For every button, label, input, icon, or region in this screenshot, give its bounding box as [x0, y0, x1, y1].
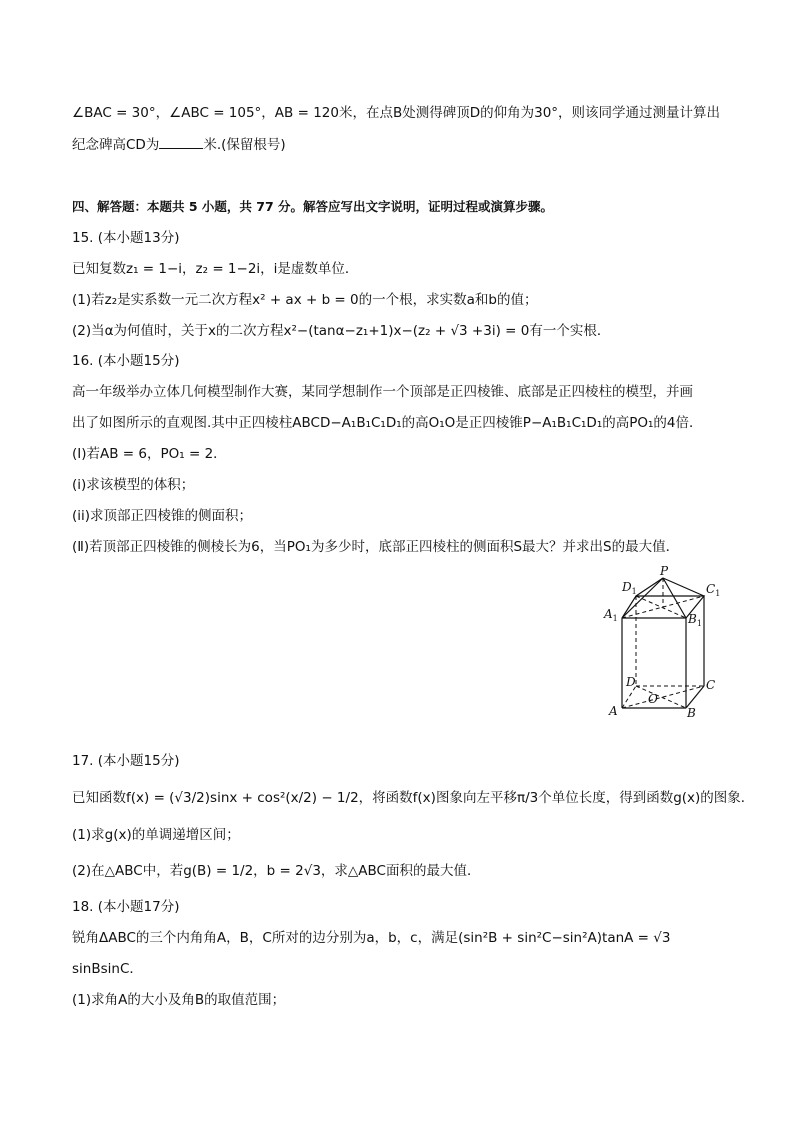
hidden-diagonal-D1B1: [636, 596, 686, 618]
text-fragment: 纪念碑高CD为: [72, 137, 160, 153]
question-17-part-1: (1)求g(x)的单调递增区间；: [72, 827, 240, 843]
question-15-part-2: (2)当α为何值时，关于x的二次方程x²−(tanα−z₁+1)x−(z₂ + √3 +3i) = 0有一个实根．: [72, 323, 611, 339]
label-D: D: [626, 675, 636, 689]
label-C: C: [706, 678, 716, 692]
question-16-stem: 高一年级举办立体几何模型制作大赛，某同学想制作一个顶部是正四棱锥、底部是正四棱柱的模型，并画: [72, 384, 693, 400]
label-P: P: [660, 564, 669, 578]
edge-PD1: [636, 578, 663, 596]
hidden-diagonal-DB: [636, 686, 686, 708]
question-17-stem: 已知函数f(x) = (√3/2)sinx + cos²(x/2) − 1/2，将函数f(x)图象向左平移π/3个单位长度，得到函数g(x)的图象．: [72, 790, 755, 806]
label-O: O: [648, 692, 658, 706]
question-16-heading: 16. (本小题15分): [72, 353, 180, 369]
question-15-heading: 15. (本小题13分): [72, 230, 180, 246]
edge-PB1: [663, 578, 686, 618]
question-18-stem: sinBsinC．: [72, 961, 143, 977]
question-15-part-1: (1)若z₂是实系数一元二次方程x² + ax + b = 0的一个根，求实数a和b的值；: [72, 292, 538, 308]
question-17-part-2: (2)在△ABC中，若g(B) = 1/2，b = 2√3，求△ABC面积的最大值．: [72, 863, 481, 879]
question-16-part-II: (Ⅱ)若顶部正四棱锥的侧棱长为6，当PO₁为多少时，底部正四棱柱的侧面积S最大？并求出S的最大值．: [72, 539, 680, 555]
edge-PC1: [663, 578, 704, 596]
section-heading: 四、解答题：本题共 5 小题，共 77 分。解答应写出文字说明，证明过程或演算步骤。: [72, 199, 554, 214]
label-A: A: [609, 704, 618, 718]
question-18-stem: 锐角ΔABC的三个内角角A，B，C所对的边分别为a，b，c，满足(sin²B + sin²C−sin²A)tanA = √3: [72, 930, 671, 946]
text-line: [72, 136, 286, 154]
question-16-part-I: (Ⅰ)若AB = 6，PO₁ = 2．: [72, 446, 227, 462]
label-B1: $B_1$: [688, 612, 702, 628]
question-18-heading: 18. (本小题17分): [72, 899, 180, 915]
question-15-stem: 已知复数z₁ = 1−i，z₂ = 1−2i，i是虚数单位．: [72, 261, 359, 277]
prism-pyramid-figure: [596, 563, 728, 725]
label-D1: $D_1$: [622, 580, 637, 596]
question-16-part-i: (i)求该模型的体积；: [72, 477, 195, 493]
label-C1: $C_1$: [706, 582, 721, 598]
question-16-part-ii: (ii)求顶部正四棱锥的侧面积；: [72, 508, 253, 524]
question-18-part-1: (1)求角A的大小及角B的取值范围；: [72, 992, 286, 1008]
text-fragment: 米.(保留根号): [203, 137, 286, 153]
question-17-heading: 17. (本小题15分): [72, 753, 180, 769]
label-A1: $A_1$: [604, 607, 618, 623]
answer-blank: [159, 136, 203, 149]
label-B: B: [687, 706, 696, 720]
text-line: ∠BAC = 30°，∠ABC = 105°，AB = 120米，在点B处测得碑顶D的仰角为30°，则该同学通过测量计算出: [72, 105, 721, 121]
hidden-edge-AD: [622, 686, 636, 708]
edge-BC: [686, 686, 704, 708]
question-16-stem: 出了如图所示的直观图.其中正四棱柱ABCD−A₁B₁C₁D₁的高O₁O是正四棱锥P−A₁B₁C₁D₁的高PO₁的4倍．: [72, 415, 703, 431]
